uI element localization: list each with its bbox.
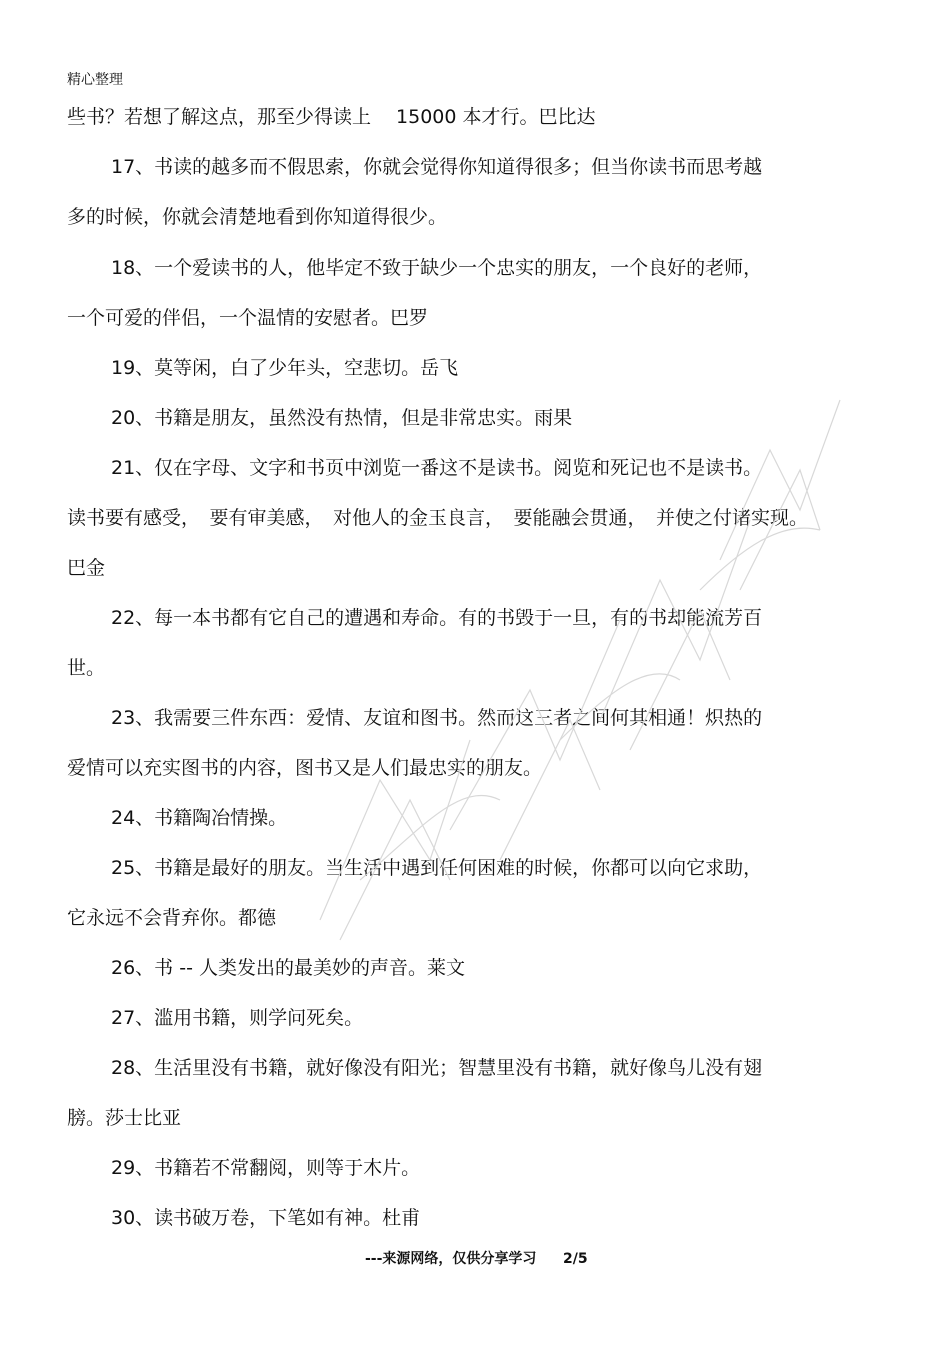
text-line: 世。 — [67, 657, 106, 679]
text-line: 28、生活里没有书籍，就好像没有阳光；智慧里没有书籍，就好像鸟儿没有翅 — [111, 1057, 763, 1079]
text-line: 20、书籍是朋友，虽然没有热情，但是非常忠实。雨果 — [111, 407, 573, 429]
text-line: 25、书籍是最好的朋友。当生活中遇到任何困难的时候，你都可以向它求助， — [111, 857, 763, 879]
text-line: 18、一个爱读书的人，他毕定不致于缺少一个忠实的朋友，一个良好的老师， — [111, 257, 763, 279]
text-line: 多的时候，你就会清楚地看到你知道得很少。 — [67, 206, 448, 228]
text-line: 些书？若想了解这点，那至少得读上 15000 本才行。巴比达 — [67, 106, 596, 128]
text-line: 26、书 -- 人类发出的最美妙的声音。莱文 — [111, 957, 465, 979]
text-line: 爱情可以充实图书的内容，图书又是人们最忠实的朋友。 — [67, 757, 543, 779]
text-line: 30、读书破万卷，下笔如有神。杜甫 — [111, 1207, 421, 1229]
text-line: 29、书籍若不常翻阅，则等于木片。 — [111, 1157, 421, 1179]
page-header: 精心整理 — [67, 72, 123, 88]
text-line: 19、莫等闲，白了少年头，空悲切。岳飞 — [111, 357, 459, 379]
footer-source: ---来源网络，仅供分享学习 — [365, 1251, 537, 1267]
text-line: 巴金 — [67, 557, 106, 579]
text-line: 膀。莎士比亚 — [67, 1107, 182, 1129]
text-line: 21、仅在字母、文字和书页中浏览一番这不是读书。阅览和死记也不是读书。 — [111, 457, 763, 479]
text-line: 23、我需要三件东西：爱情、友谊和图书。然而这三者之间何其相通！炽热的 — [111, 707, 763, 729]
text-line: 17、书读的越多而不假思索，你就会觉得你知道得很多；但当你读书而思考越 — [111, 156, 763, 178]
text-line: 读书要有感受， 要有审美感， 对他人的金玉良言， 要能融会贯通， 并使之付诸实现。 — [67, 507, 809, 529]
text-line: 它永远不会背弃你。都德 — [67, 907, 277, 929]
text-line: 27、滥用书籍，则学问死矣。 — [111, 1007, 364, 1029]
text-line: 24、书籍陶冶情操。 — [111, 807, 288, 829]
text-line: 一个可爱的伴侣，一个温情的安慰者。巴罗 — [67, 307, 429, 329]
page-number: 2/5 — [563, 1251, 588, 1267]
text-line: 22、每一本书都有它自己的遭遇和寿命。有的书毁于一旦，有的书却能流芳百 — [111, 607, 763, 629]
